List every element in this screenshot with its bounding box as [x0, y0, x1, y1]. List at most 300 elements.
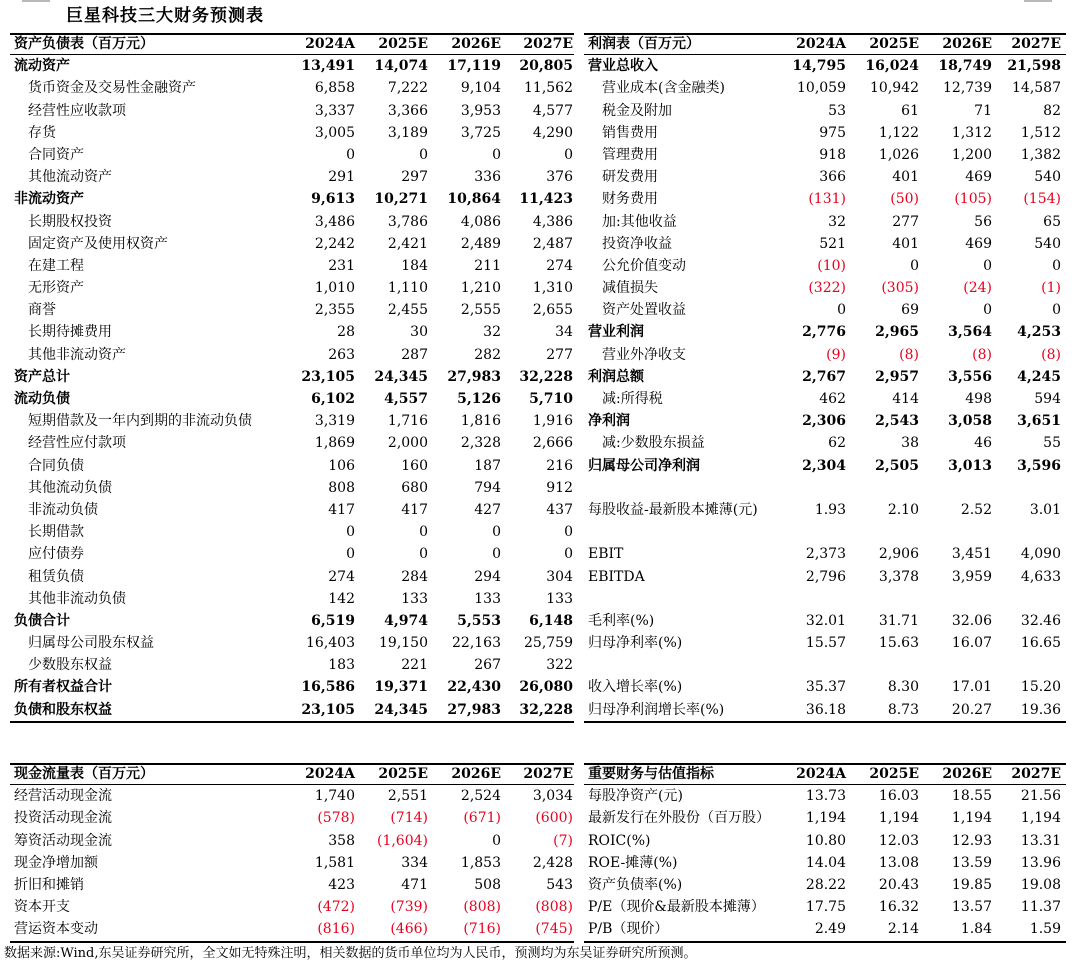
cell-value: 13,491 — [301, 58, 355, 75]
cell-value: 1.84 — [960, 921, 992, 938]
cell-value: 27,983 — [447, 368, 501, 385]
cell-value: 32 — [483, 324, 501, 341]
table-row — [10, 233, 574, 255]
table-row — [10, 277, 574, 299]
income-statement-table — [584, 33, 1066, 721]
cell-value: (816) — [317, 921, 355, 938]
cell-value: 437 — [546, 501, 573, 518]
row-label: EBITDA — [588, 568, 645, 585]
cash-flow-table — [10, 763, 574, 941]
row-label: 减:所得税 — [602, 391, 663, 407]
cell-value: (131) — [808, 191, 846, 208]
cell-value: 1,010 — [314, 280, 355, 297]
table-row — [10, 55, 574, 77]
row-label: 归属母公司净利润 — [588, 457, 700, 474]
column-header-year: 2024A — [305, 36, 355, 52]
cell-value: 25,759 — [524, 635, 573, 652]
cell-value: 6,102 — [311, 391, 355, 407]
row-label: 经营活动现金流 — [14, 788, 112, 805]
table-row — [10, 918, 574, 940]
cell-value: 0 — [564, 546, 573, 563]
cell-value: 540 — [1034, 169, 1061, 186]
page-title: 巨星科技三大财务预测表 — [66, 6, 264, 26]
row-label: 减值损失 — [602, 280, 658, 297]
row-label: 加:其他收益 — [602, 213, 677, 230]
cell-value: 19.36 — [1020, 701, 1061, 718]
row-label: 财务费用 — [602, 191, 658, 208]
cell-value: 10,864 — [447, 191, 501, 208]
cell-value: 31.71 — [878, 612, 919, 629]
cell-value: 2,524 — [460, 788, 501, 805]
cell-value: 4,577 — [532, 102, 573, 119]
cell-value: 0 — [1052, 302, 1061, 319]
cell-value: (105) — [954, 191, 992, 208]
cell-value: 15.20 — [1020, 679, 1061, 696]
row-label: 流动资产 — [14, 58, 70, 75]
table-row — [10, 521, 574, 543]
cell-value: 13.73 — [805, 788, 846, 805]
row-label: 存货 — [28, 124, 56, 141]
cell-value: 3,651 — [1017, 413, 1061, 430]
row-label: 归母净利润增长率(%) — [588, 701, 725, 718]
top-rule — [584, 763, 1066, 765]
cell-value: 106 — [328, 457, 355, 474]
row-label: 非流动资产 — [14, 191, 84, 208]
cell-value: 267 — [474, 657, 501, 674]
row-label: 经营性应收款项 — [28, 102, 126, 119]
row-label: 公允价值变动 — [602, 257, 686, 274]
table-row — [584, 255, 1066, 277]
cell-value: 20.43 — [878, 876, 919, 893]
cell-value: (745) — [535, 921, 573, 938]
cell-value: (578) — [317, 810, 355, 827]
table-header-title: 资产负债表（百万元） — [14, 36, 154, 52]
cell-value: 16.32 — [878, 899, 919, 916]
cell-value: 2,767 — [802, 368, 846, 385]
row-label: 其他流动资产 — [28, 169, 112, 186]
cell-value: 975 — [819, 124, 846, 141]
cell-value: 221 — [401, 657, 428, 674]
cell-value: 287 — [401, 346, 428, 363]
table-row — [584, 388, 1066, 410]
cell-value: 20.27 — [951, 701, 992, 718]
cell-value: 6,148 — [529, 612, 573, 629]
cell-value — [912, 654, 992, 676]
cell-value: 334 — [401, 854, 428, 871]
cell-value: 274 — [546, 257, 573, 274]
cell-value: 53 — [828, 102, 846, 119]
cell-value: 30 — [410, 324, 428, 341]
row-label: 资产负债率(%) — [588, 876, 683, 893]
cell-value: 184 — [401, 257, 428, 274]
column-header-year: 2026E — [942, 766, 992, 782]
cell-value: 1,194 — [878, 810, 919, 827]
top-rule — [10, 763, 574, 765]
row-label: 应付债券 — [28, 546, 84, 563]
cell-value: 1,110 — [387, 280, 428, 297]
cell-value: (671) — [463, 810, 501, 827]
row-label: 现金净增加额 — [14, 854, 98, 871]
column-header-year: 2025E — [869, 36, 919, 52]
cell-value: 1,512 — [1020, 124, 1061, 141]
cell-value: 15.63 — [878, 635, 919, 652]
row-label: 营业成本(含金融类) — [602, 80, 725, 97]
cell-value: 18.55 — [951, 788, 992, 805]
cell-value: 918 — [819, 146, 846, 163]
row-label: 销售费用 — [602, 124, 658, 141]
cell-value: 16.03 — [878, 788, 919, 805]
table-row — [584, 852, 1066, 874]
cell-value: 1.93 — [814, 501, 846, 518]
column-header-year: 2026E — [942, 36, 992, 52]
cell-value: (716) — [463, 921, 501, 938]
table-row — [584, 477, 1066, 499]
cell-value: 2,355 — [314, 302, 355, 319]
cell-value: 291 — [328, 169, 355, 186]
cell-value: 142 — [328, 590, 355, 607]
cell-value: 2.14 — [887, 921, 919, 938]
cell-value: 1.59 — [1029, 921, 1061, 938]
table-row — [10, 166, 574, 188]
cell-value: 3.01 — [1029, 501, 1061, 518]
cell-value: 4,633 — [1020, 568, 1061, 585]
bottom-rule — [10, 941, 574, 943]
cell-value: 2,655 — [532, 302, 573, 319]
table-header-title: 重要财务与估值指标 — [588, 766, 714, 782]
cell-value: 1,194 — [1020, 810, 1061, 827]
row-label: EBIT — [588, 546, 624, 563]
table-row — [584, 366, 1066, 388]
cell-value: 2,776 — [802, 324, 846, 341]
top-right-mark — [1024, 0, 1052, 2]
cell-value: 24,345 — [374, 368, 428, 385]
table-header-title: 利润表（百万元） — [588, 36, 700, 52]
cell-value: 4,386 — [532, 213, 573, 230]
cell-value: 10.80 — [805, 832, 846, 849]
cell-value: 304 — [546, 568, 573, 585]
cell-value: 19.08 — [1020, 876, 1061, 893]
cell-value: (472) — [317, 899, 355, 916]
cell-value: 36.18 — [805, 701, 846, 718]
cell-value — [981, 588, 1061, 610]
row-label: 减:少数股东损益 — [602, 435, 705, 452]
table-row — [10, 77, 574, 99]
cell-value: 1,740 — [314, 788, 355, 805]
cell-value: 1,200 — [951, 146, 992, 163]
cell-value: 3,034 — [532, 788, 573, 805]
cell-value: 521 — [819, 235, 846, 252]
cell-value: 2,796 — [805, 568, 846, 585]
row-label: 合同资产 — [28, 146, 84, 163]
cell-value: 32,228 — [519, 368, 573, 385]
cell-value: 462 — [819, 391, 846, 407]
row-label: 长期股权投资 — [28, 213, 112, 230]
cell-value: 21.56 — [1020, 788, 1061, 805]
cell-value: 82 — [1043, 102, 1061, 119]
table-row — [10, 388, 574, 410]
row-label: 营业利润 — [588, 324, 644, 341]
cell-value: 0 — [492, 146, 501, 163]
cell-value: 26,080 — [519, 679, 573, 696]
cell-value: 21,598 — [1007, 58, 1061, 75]
cell-value: 19,150 — [379, 635, 428, 652]
column-header-year: 2027E — [1011, 36, 1061, 52]
row-label: 其他非流动负债 — [28, 590, 126, 607]
cell-value: 3,953 — [460, 102, 501, 119]
table-row — [10, 610, 574, 632]
table-row — [10, 321, 574, 343]
table-header-title: 现金流量表（百万元） — [14, 766, 154, 782]
cell-value: 540 — [1034, 235, 1061, 252]
row-label: 固定资产及使用权资产 — [28, 235, 168, 252]
table-row — [584, 918, 1066, 940]
cell-value: 0 — [346, 146, 355, 163]
table-row — [10, 344, 574, 366]
cell-value — [981, 521, 1061, 543]
row-label: 所有者权益合计 — [14, 679, 112, 696]
cell-value: 13.31 — [1020, 832, 1061, 849]
key-metrics-table — [584, 763, 1066, 941]
source-note: 数据来源:Wind,东吴证券研究所，全文如无特殊注明，相关数据的货币单位均为人民币，预测均为东吴证券研究所预测。 — [4, 946, 697, 961]
cell-value: 4,090 — [1020, 546, 1061, 563]
cell-value: (8) — [899, 346, 919, 363]
row-label: 净利润 — [588, 413, 630, 430]
cell-value: 3,319 — [314, 413, 355, 430]
cell-value: 1,853 — [460, 854, 501, 871]
cell-value: 1,916 — [532, 413, 573, 430]
cell-value: 594 — [1034, 391, 1061, 407]
table-row — [10, 455, 574, 477]
cell-value: 294 — [474, 568, 501, 585]
cell-value: 0 — [564, 524, 573, 541]
table-row — [10, 477, 574, 499]
cell-value: 28 — [337, 324, 355, 341]
row-label: 利润总额 — [588, 368, 644, 385]
cell-value — [766, 521, 846, 543]
cell-value: 69 — [901, 302, 919, 319]
cell-value: 3,013 — [948, 457, 992, 474]
cell-value: 10,271 — [374, 191, 428, 208]
column-header-year: 2026E — [451, 766, 501, 782]
cell-value: 6,519 — [311, 612, 355, 629]
cell-value: 2,328 — [460, 435, 501, 452]
table-row — [584, 299, 1066, 321]
cell-value: 23,105 — [301, 368, 355, 385]
cell-value: 8.73 — [887, 701, 919, 718]
cell-value: 0 — [419, 524, 428, 541]
cell-value: 38 — [901, 435, 919, 452]
cell-value: 0 — [346, 524, 355, 541]
cell-value: 2,487 — [532, 235, 573, 252]
row-label: 研发费用 — [602, 169, 658, 186]
table-row — [584, 410, 1066, 432]
cell-value: 3,564 — [948, 324, 992, 341]
table-row — [584, 543, 1066, 565]
row-label: 毛利率(%) — [588, 612, 655, 629]
cell-value: 160 — [401, 457, 428, 474]
cell-value: 27,983 — [447, 701, 501, 718]
cell-value — [912, 477, 992, 499]
cell-value: 427 — [474, 501, 501, 518]
cell-value: 12,739 — [943, 80, 992, 97]
cell-value: 0 — [837, 302, 846, 319]
row-label: 营运资本变动 — [14, 921, 98, 938]
cell-value: 9,104 — [460, 80, 501, 97]
cell-value: 46 — [974, 435, 992, 452]
cell-value: 13.57 — [951, 899, 992, 916]
table-row — [584, 588, 1066, 610]
row-label: 资产总计 — [14, 368, 70, 385]
row-label: 长期借款 — [28, 524, 84, 541]
cell-value: 32,228 — [519, 701, 573, 718]
row-label: 投资活动现金流 — [14, 810, 112, 827]
cell-value: 11.37 — [1020, 899, 1061, 916]
cell-value: (714) — [390, 810, 428, 827]
cell-value: 4,974 — [384, 612, 428, 629]
cell-value: 14,795 — [792, 58, 846, 75]
cell-value: 2,373 — [805, 546, 846, 563]
cell-value: 1,310 — [532, 280, 573, 297]
cell-value: 376 — [546, 169, 573, 186]
cell-value: 5,553 — [457, 612, 501, 629]
cell-value: 366 — [819, 169, 846, 186]
cell-value: 2,304 — [802, 457, 846, 474]
cell-value: 13.59 — [951, 854, 992, 871]
cell-value: 469 — [965, 235, 992, 252]
cell-value: 12.03 — [878, 832, 919, 849]
cell-value: 7,222 — [387, 80, 428, 97]
cell-value: 3,189 — [387, 124, 428, 141]
cell-value: 16,024 — [865, 58, 919, 75]
cell-value: 35.37 — [805, 679, 846, 696]
cell-value: 680 — [401, 479, 428, 496]
table-row — [10, 588, 574, 610]
row-label: 每股净资产(元) — [588, 788, 683, 805]
table-row — [584, 144, 1066, 166]
cell-value: 20,805 — [519, 58, 573, 75]
cell-value: 5,126 — [457, 391, 501, 407]
cell-value: 15.57 — [805, 635, 846, 652]
cell-value: 794 — [474, 479, 501, 496]
cell-value: 16,403 — [306, 635, 355, 652]
row-label: 资本开支 — [14, 899, 70, 916]
cell-value: 401 — [892, 235, 919, 252]
cell-value: 2,242 — [314, 235, 355, 252]
table-row — [584, 632, 1066, 654]
cell-value: 28.22 — [805, 876, 846, 893]
row-label: 负债和股东权益 — [14, 701, 112, 718]
row-label: 折旧和摊销 — [14, 876, 84, 893]
cell-value: 8.30 — [887, 679, 919, 696]
cell-value: 3,486 — [314, 213, 355, 230]
cell-value: 263 — [328, 346, 355, 363]
table-row — [584, 521, 1066, 543]
cell-value: 0 — [419, 546, 428, 563]
cell-value: (8) — [972, 346, 992, 363]
cell-value: 0 — [419, 146, 428, 163]
cell-value: 65 — [1043, 213, 1061, 230]
cell-value: (24) — [963, 280, 992, 297]
cell-value: 1,716 — [387, 413, 428, 430]
cell-value: 1,382 — [1020, 146, 1061, 163]
row-label: 合同负债 — [28, 457, 84, 474]
cell-value: 2,306 — [802, 413, 846, 430]
cell-value: 22,430 — [447, 679, 501, 696]
row-label: 营业外净收支 — [602, 346, 686, 363]
cell-value: 0 — [346, 546, 355, 563]
table-row — [10, 785, 574, 807]
cell-value: 2.49 — [814, 921, 846, 938]
table-row — [10, 852, 574, 874]
cell-value: 401 — [892, 169, 919, 186]
cell-value: 3,366 — [387, 102, 428, 119]
cell-value: 17.75 — [805, 899, 846, 916]
cell-value: 19.85 — [951, 876, 992, 893]
column-header-year: 2024A — [796, 766, 846, 782]
cell-value: 2,455 — [387, 302, 428, 319]
cell-value: 34 — [555, 324, 573, 341]
cell-value: (739) — [390, 899, 428, 916]
cell-value: 5,710 — [529, 391, 573, 407]
table-row — [10, 874, 574, 896]
cell-value: 1,816 — [460, 413, 501, 430]
cell-value — [981, 654, 1061, 676]
cell-value: 12.93 — [951, 832, 992, 849]
cell-value: 3,337 — [314, 102, 355, 119]
cell-value — [981, 477, 1061, 499]
table-row — [584, 321, 1066, 343]
cell-value: 0 — [983, 257, 992, 274]
cell-value: 297 — [401, 169, 428, 186]
cell-value: 3,378 — [878, 568, 919, 585]
cell-value: 17.01 — [951, 679, 992, 696]
table-row — [584, 166, 1066, 188]
cell-value: 1,194 — [805, 810, 846, 827]
table-row — [10, 410, 574, 432]
row-label: 资产处置收益 — [602, 302, 686, 319]
cell-value: 3,005 — [314, 124, 355, 141]
cell-value: 3,786 — [387, 213, 428, 230]
table-row — [584, 432, 1066, 454]
cell-value — [839, 521, 919, 543]
cell-value: 61 — [901, 102, 919, 119]
cell-value: (9) — [826, 346, 846, 363]
column-header-year: 2027E — [1011, 766, 1061, 782]
row-label: 其他非流动资产 — [28, 346, 126, 363]
cell-value: 1,194 — [951, 810, 992, 827]
cell-value: 0 — [983, 302, 992, 319]
cell-value: 284 — [401, 568, 428, 585]
table-row — [584, 807, 1066, 829]
cell-value: 9,613 — [311, 191, 355, 208]
table-row — [10, 699, 574, 721]
cell-value: (600) — [535, 810, 573, 827]
cell-value: 187 — [474, 457, 501, 474]
cell-value: 0 — [1052, 257, 1061, 274]
cell-value: (1,604) — [376, 832, 428, 849]
cell-value: 282 — [474, 346, 501, 363]
table-row — [584, 566, 1066, 588]
table-row — [584, 100, 1066, 122]
cell-value: 32.01 — [805, 612, 846, 629]
row-label: 短期借款及一年内到期的非流动负债 — [28, 413, 252, 430]
cell-value: 274 — [328, 568, 355, 585]
cell-value: 71 — [974, 102, 992, 119]
cell-value — [766, 588, 846, 610]
table-row — [10, 676, 574, 698]
column-header-year: 2027E — [523, 36, 573, 52]
cell-value — [912, 521, 992, 543]
